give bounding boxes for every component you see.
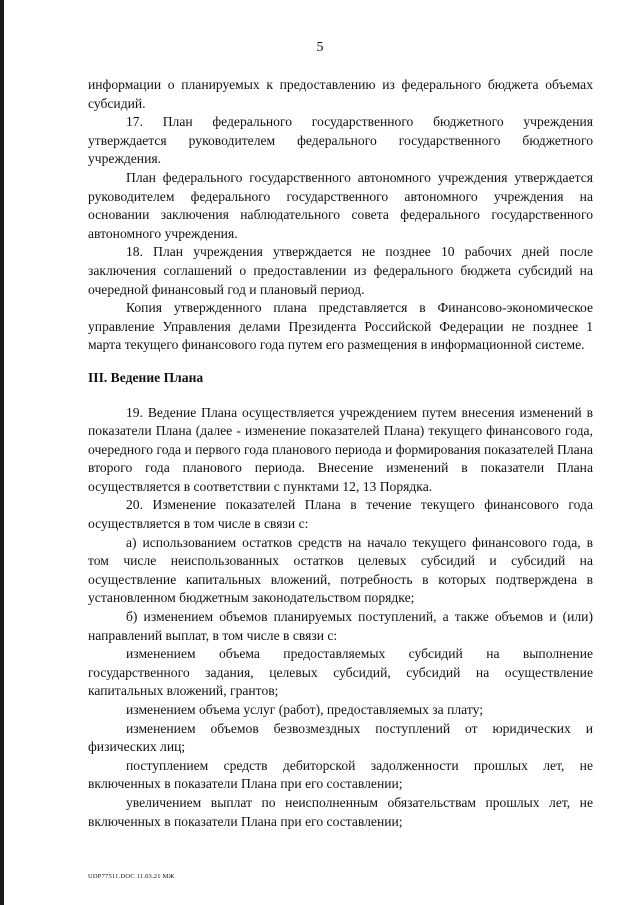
- paragraph-18: 18. План учреждения утверждается не позднее 10 рабочих дней после заключения соглашений о предоставлении из федерального бюджета субсидий на очередной финансовый год и плановый период.: [88, 244, 593, 297]
- paragraph-continuation: информации о планируемых к предоставлению из федерального бюджета объемах субсидий.: [88, 77, 593, 111]
- paragraph-plan-copy: Копия утвержденного плана представляется в Финансово-экономическое управление Управления делами Президента Российской Федерации не позднее 1 марта текущего финансового года путем его размещения в информационной системе.: [88, 300, 593, 353]
- paragraph-19: 19. Ведение Плана осуществляется учреждением путем внесения изменений в показатели Плана (далее - изменение показателей Плана) текущего финансового года, очередного года и первого года планового периода и формирования показателей Плана второго года планового периода. Внесение изменений в показатели Плана осуществляется в соответствии с пунктами 12, 13 Порядка.: [88, 404, 593, 494]
- page-number: 5: [316, 40, 324, 55]
- list-item-obligations: увеличением выплат по неисполненным обязательствам прошлых лет, не включенных в показатели Плана при его составлении;: [88, 794, 593, 829]
- paragraph-20: 20. Изменение показателей Плана в течение текущего финансового года осуществляется в том числе в связи с:: [88, 497, 593, 532]
- list-item-receivables: поступлением средств дебиторской задолженности прошлых лет, не включенных в показатели Плана при его составлении;: [88, 757, 593, 792]
- footer-stamp: UDP77511.DOC 11.03.21 МЖ: [88, 873, 175, 880]
- section-heading: III. Ведение Плана: [88, 369, 204, 385]
- scan-edge: [0, 0, 4, 905]
- paragraph-17: 17. План федерального государственного бюджетного учреждения утверждается руководителем федерального государственного бюджетного учреждения.: [88, 114, 593, 167]
- paragraph-autonomous-plan: План федерального государственного автономного учреждения утверждается руководителем федерального государственного автономного учреждения на основании заключения наблюдательного совета федерального государственного автономного учреждения.: [88, 169, 593, 241]
- paragraph-20-a: а) использованием остатков средств на начало текущего финансового года, в том числе неиспользованных остатков целевых субсидий и субсидий на осуществление капитальных вложений, потребность в которых подтверждена в установленном бюджетным законодательством порядке;: [88, 534, 593, 606]
- document-body: [88, 76, 593, 831]
- list-item-donations: изменением объемов безвозмездных поступлений от юридических и физических лиц;: [88, 720, 593, 755]
- list-item-services: изменением объема услуг (работ), предоставляемых за плату;: [126, 702, 483, 717]
- list-item-subsidies: изменением объема предоставляемых субсидий на выполнение государственного задания, целевых субсидий, субсидий на осуществление капитальных вложений, грантов;: [88, 646, 593, 699]
- paragraph-20-b: б) изменением объемов планируемых поступлений, а также объемов и (или) направлений выплат, в том числе в связи с:: [88, 609, 593, 643]
